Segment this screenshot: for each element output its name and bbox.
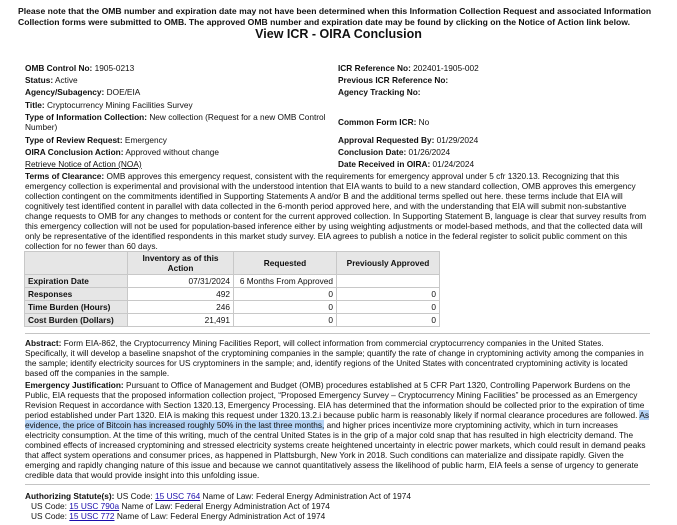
burden-cell-previous: 0 <box>337 301 440 314</box>
type-info-field <box>25 112 335 132</box>
burden-cell-previous: 0 <box>337 288 440 301</box>
burden-row-label: Time Burden (Hours) <box>25 301 128 314</box>
page-title: View ICR - OIRA Conclusion <box>255 27 422 41</box>
statute-row <box>31 511 325 521</box>
agency-tracking-label: Agency Tracking No: <box>338 87 421 97</box>
burden-cell-requested: 0 <box>234 301 337 314</box>
burden-cell-inventory: 21,491 <box>128 314 234 327</box>
type-review-field <box>25 135 167 145</box>
omb-control-no-field <box>25 63 134 73</box>
conclusion-date-value: 01/26/2024 <box>408 147 451 157</box>
table-row <box>25 301 440 314</box>
statute-law: Name of Law: Federal Energy Administration Act of 1974 <box>116 511 326 521</box>
emergency-text-after: and higher prices incentivize more cryptomining activity, which in turn increases electricity consumption. At the time of this writing, much of the central United States is in the grip of a major cold snap that has resulted in high electricity demand. The combined effects of increased cryptomining and stressed electricity systems create heightened uncertainty in electric power markets, which could result in demand peaks that affect system operations and consumer prices, as happened in Plattsburgh, New York in 2018. Such conditions can materialize and dissipate rapidly. Given the emerging and rapidly changing nature of this issue and because we cannot quantitatively assess the likelihood of public harm, EIA feels a sense of urgency to generate credible data that would provide insight into this unfolding issue. <box>25 420 646 480</box>
abstract-text: Form EIA-862, the Cryptocurrency Mining Facilities Report, will collect information from commercial cryptocurrency companies in the United States. Specifically, it will develop a baseline snapshot of the cryptomining companies in the sample; quantify the rate of change in cryptomining activity among the companies in the sample; identify electricity sources for US cryptominers in the sample; and, identify regions of the United States with concentrated cryptomining activity is located based off the companies in the sample. <box>25 338 644 378</box>
oira-action-label: OIRA Conclusion Action: <box>25 147 124 157</box>
statute-row <box>31 501 330 511</box>
statute-law: Name of Law: Federal Energy Administration Act of 1974 <box>121 501 330 511</box>
common-form-field <box>338 117 429 127</box>
status-label: Status: <box>25 75 54 85</box>
burden-cell-previous <box>337 275 440 288</box>
approval-requested-value: 01/29/2024 <box>436 135 479 145</box>
burden-table-header <box>25 252 440 275</box>
burden-cell-inventory: 07/31/2024 <box>128 275 234 288</box>
burden-header-inventory: Inventory as of this Action <box>128 252 234 275</box>
emergency-text-before: Pursuant to Office of Management and Budget (OMB) procedures established at 5 CFR Part 1320, Controlling Paperwork Burdens on the Public, EIA requests that the proposed information collection project, “Proposed Emergency Survey – Cryptocurrency Mining Facilities” be processed as an Emergency Revision Request in accordance with Section 1320.13, Emergency Processing. EIA has determined that the information should be collected prior to the expiration of time period established under Part 1320. EIA is making this request under 1320.13.2.i because public harm is reasonably likely if normal clearance procedures are followed. <box>25 380 645 420</box>
date-received-field <box>338 159 474 169</box>
burden-header-requested: Requested <box>234 252 337 275</box>
statute-prefix: US Code: <box>31 501 67 511</box>
statute-prefix: US Code: <box>31 511 67 521</box>
terms-text: OMB approves this emergency request, consistent with the requirements for emergency approval under 5 cfr 1320.13. Recognizing that this emergency collection is experimental and provisional with the understood intention that EIA wants to build to a new standard collection, OMB approves this emergency collection contingent on the commitments identified in Supporting Statements A and/or B and the additional terms spelled out here. these terms include that EIA will cognitively test identified content in parallel with data collected in the 6-month period approved here, and with the understanding that EIA will submit non-substantive change requests to OMB for any changes to methods or content for the current approved collection. In Supporting Statement B, language is clear that survey results from this emergency collection will not be used for population-based inference either by using weighting adjustments or model-based methods, and that the collected data will only be representative of the identified respondents in this market study survey. EIA agrees to publish a notice in the federal register to solicit public comment on this collection for no fewer than 60 days. <box>25 171 647 251</box>
statute-law: Name of Law: Federal Energy Administration Act of 1974 <box>202 491 412 501</box>
icr-ref-field <box>338 63 479 73</box>
burden-cell-requested: 6 Months From Approved <box>234 275 337 288</box>
title-field <box>25 100 193 110</box>
type-info-label: Type of Information Collection: <box>25 112 147 122</box>
conclusion-date-label: Conclusion Date: <box>338 147 407 157</box>
oira-action-value: Approved without change <box>125 147 219 157</box>
title-value: Cryptocurrency Mining Facilities Survey <box>46 100 193 110</box>
burden-cell-inventory: 246 <box>128 301 234 314</box>
retrieve-noa-row <box>25 159 142 169</box>
burden-cell-inventory: 492 <box>128 288 234 301</box>
agency-tracking-field <box>338 87 421 97</box>
agency-label: Agency/Subagency: <box>25 87 105 97</box>
emergency-highlighted-text[interactable]: As evidence, the price of Bitcoin has increased roughly 50% in the last three months, <box>25 410 650 430</box>
notice-banner: Please note that the OMB number and expiration date may not have been determined when this Information Collection Request and associated Information Collection forms were submitted to OMB. The approved OMB number and expiration date may be found by clicking on the Notice of Action link below. <box>18 6 652 27</box>
table-row <box>25 275 440 288</box>
omb-control-no-value: 1905-0213 <box>94 63 135 73</box>
agency-value: DOE/EIA <box>106 87 141 97</box>
date-received-value: 01/24/2024 <box>432 159 475 169</box>
table-row <box>25 288 440 301</box>
type-info-value: New collection (Request for a new OMB Control Number) <box>25 112 326 132</box>
title-label: Title: <box>25 100 45 110</box>
emergency-justification <box>25 380 649 480</box>
status-field <box>25 75 78 85</box>
burden-header-previous: Previously Approved <box>337 252 440 275</box>
oira-action-field <box>25 147 219 157</box>
common-form-label: Common Form ICR: <box>338 117 417 127</box>
divider <box>25 484 650 485</box>
table-row <box>25 314 440 327</box>
abstract-label: Abstract: <box>25 338 62 348</box>
prev-icr-label: Previous ICR Reference No: <box>338 75 449 85</box>
burden-row-label: Cost Burden (Dollars) <box>25 314 128 327</box>
statutes-label: Authorizing Statute(s): <box>25 491 115 501</box>
terms-of-clearance <box>25 171 649 251</box>
agency-field <box>25 87 140 97</box>
statute-link[interactable]: 15 USC 764 <box>155 491 201 501</box>
burden-cell-requested: 0 <box>234 314 337 327</box>
status-value: Active <box>54 75 78 85</box>
common-form-value: No <box>418 117 430 127</box>
statute-row <box>25 491 411 501</box>
burden-header-blank <box>25 252 128 275</box>
burden-table <box>24 251 440 327</box>
statute-link[interactable]: 15 USC 772 <box>69 511 115 521</box>
omb-control-no-label: OMB Control No: <box>25 63 93 73</box>
prev-icr-field <box>338 75 448 85</box>
retrieve-noa-link[interactable]: Retrieve Notice of Action (NOA) <box>25 159 142 169</box>
emergency-label: Emergency Justification: <box>25 380 124 390</box>
statute-prefix: US Code: <box>116 491 153 501</box>
abstract <box>25 338 649 378</box>
date-received-label: Date Received in OIRA: <box>338 159 431 169</box>
burden-cell-requested: 0 <box>234 288 337 301</box>
approval-requested-label: Approval Requested By: <box>338 135 435 145</box>
divider <box>25 333 650 334</box>
icr-ref-value: 202401-1905-002 <box>413 63 479 73</box>
approval-requested-field <box>338 135 478 145</box>
conclusion-date-field <box>338 147 450 157</box>
burden-row-label: Responses <box>25 288 128 301</box>
type-review-label: Type of Review Request: <box>25 135 123 145</box>
icr-ref-label: ICR Reference No: <box>338 63 411 73</box>
type-review-value: Emergency <box>124 135 167 145</box>
statute-link[interactable]: 15 USC 790a <box>69 501 120 511</box>
terms-label: Terms of Clearance: <box>25 171 105 181</box>
burden-cell-previous: 0 <box>337 314 440 327</box>
burden-row-label: Expiration Date <box>25 275 128 288</box>
